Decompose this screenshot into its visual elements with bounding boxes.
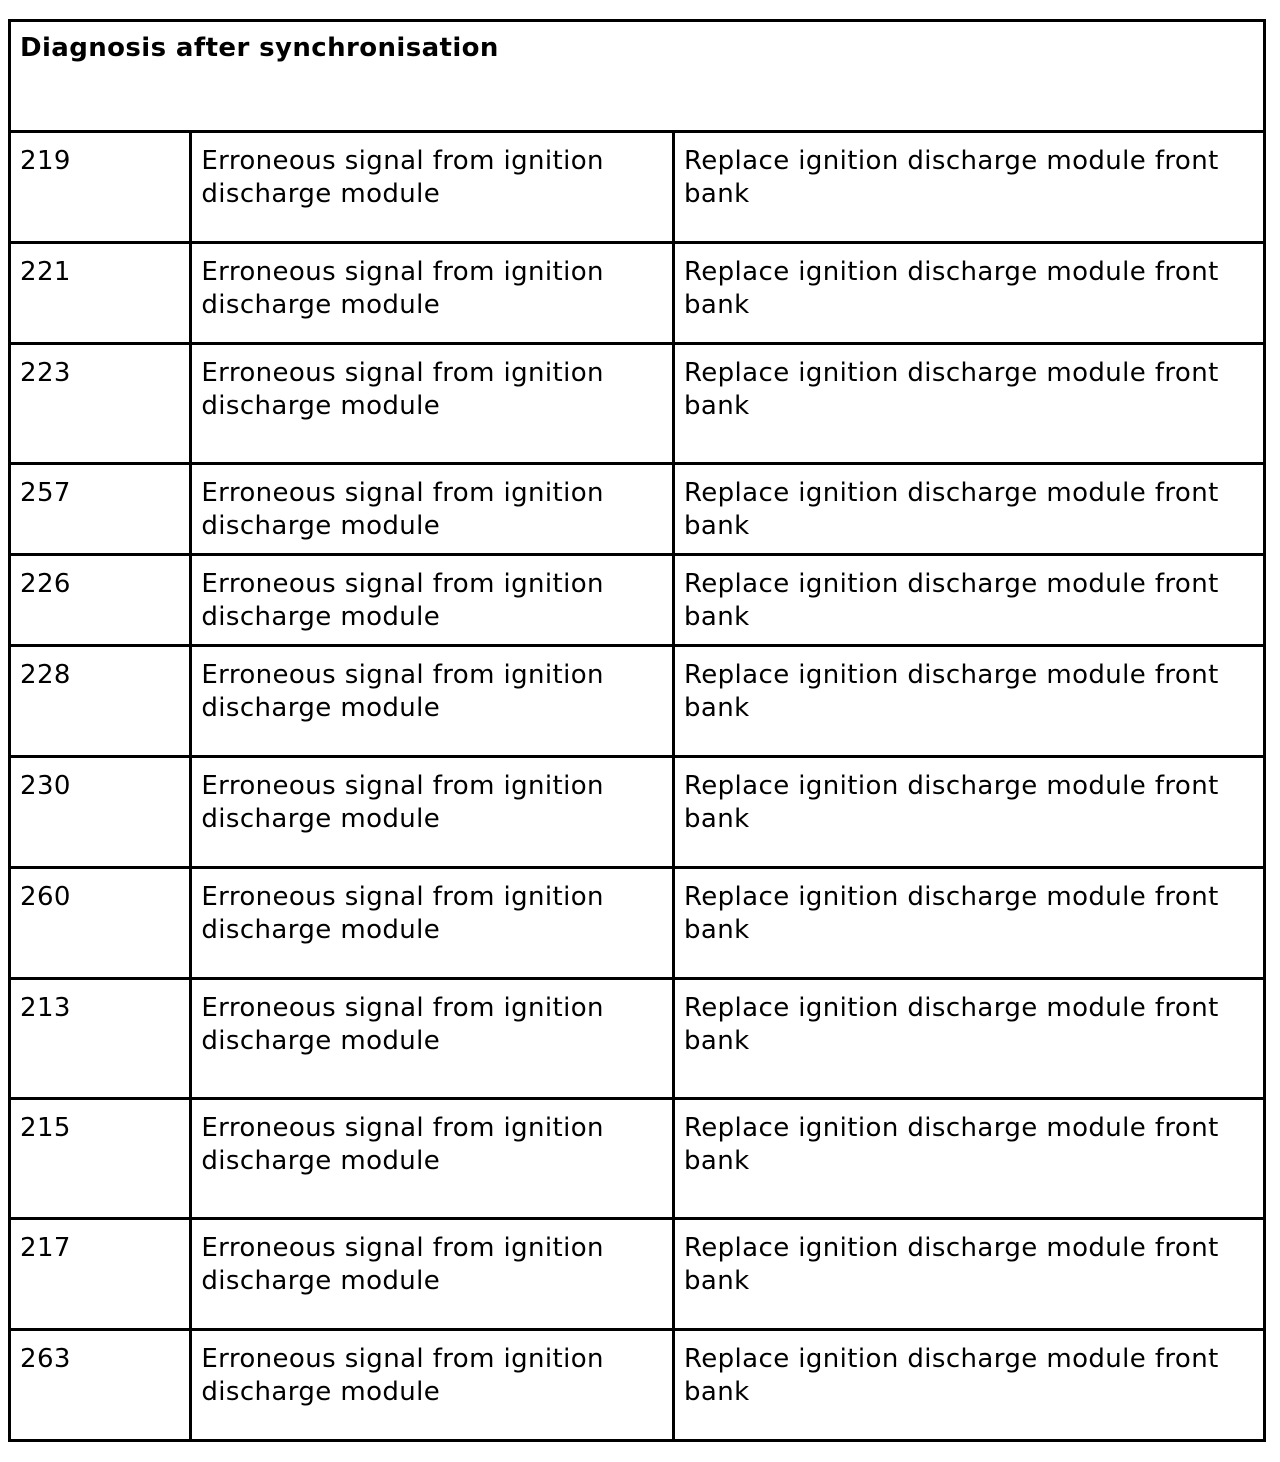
table-title: Diagnosis after synchronisation [10,21,1265,132]
remedy-action-cell: Replace ignition discharge module front bank [673,1099,1264,1219]
table-row [10,1219,1265,1330]
fault-description-cell: Erroneous signal from ignition discharge module [191,979,674,1099]
fault-code-cell: 263 [10,1330,191,1441]
fault-description-cell: Erroneous signal from ignition discharge module [191,868,674,979]
table-title-row [10,21,1265,132]
table-row [10,555,1265,646]
fault-code-cell: 226 [10,555,191,646]
fault-code-cell: 260 [10,868,191,979]
fault-code-cell: 215 [10,1099,191,1219]
remedy-action-cell: Replace ignition discharge module front bank [673,464,1264,555]
table-row [10,757,1265,868]
remedy-action-cell: Replace ignition discharge module front bank [673,979,1264,1099]
table-row [10,1330,1265,1441]
table-row [10,132,1265,243]
table-row [10,464,1265,555]
fault-description-cell: Erroneous signal from ignition discharge module [191,1330,674,1441]
fault-description-cell: Erroneous signal from ignition discharge module [191,646,674,757]
fault-code-cell: 213 [10,979,191,1099]
fault-description-cell: Erroneous signal from ignition discharge module [191,344,674,464]
table-row [10,646,1265,757]
fault-code-cell: 217 [10,1219,191,1330]
table-row [10,868,1265,979]
remedy-action-cell: Replace ignition discharge module front bank [673,1219,1264,1330]
remedy-action-cell: Replace ignition discharge module front bank [673,243,1264,344]
remedy-action-cell: Replace ignition discharge module front bank [673,757,1264,868]
remedy-action-cell: Replace ignition discharge module front bank [673,646,1264,757]
fault-code-cell: 228 [10,646,191,757]
fault-description-cell: Erroneous signal from ignition discharge module [191,555,674,646]
fault-description-cell: Erroneous signal from ignition discharge module [191,757,674,868]
remedy-action-cell: Replace ignition discharge module front bank [673,344,1264,464]
table-row [10,243,1265,344]
table-row [10,344,1265,464]
fault-code-cell: 221 [10,243,191,344]
remedy-action-cell: Replace ignition discharge module front bank [673,1330,1264,1441]
fault-code-cell: 230 [10,757,191,868]
fault-description-cell: Erroneous signal from ignition discharge module [191,1219,674,1330]
remedy-action-cell: Replace ignition discharge module front bank [673,555,1264,646]
remedy-action-cell: Replace ignition discharge module front bank [673,132,1264,243]
remedy-action-cell: Replace ignition discharge module front bank [673,868,1264,979]
fault-description-cell: Erroneous signal from ignition discharge module [191,1099,674,1219]
table-row [10,1099,1265,1219]
fault-description-cell: Erroneous signal from ignition discharge module [191,464,674,555]
fault-code-cell: 223 [10,344,191,464]
table-row [10,979,1265,1099]
fault-code-cell: 257 [10,464,191,555]
fault-code-cell: 219 [10,132,191,243]
fault-description-cell: Erroneous signal from ignition discharge module [191,243,674,344]
fault-description-cell: Erroneous signal from ignition discharge module [191,132,674,243]
diagnosis-table [8,19,1266,1442]
